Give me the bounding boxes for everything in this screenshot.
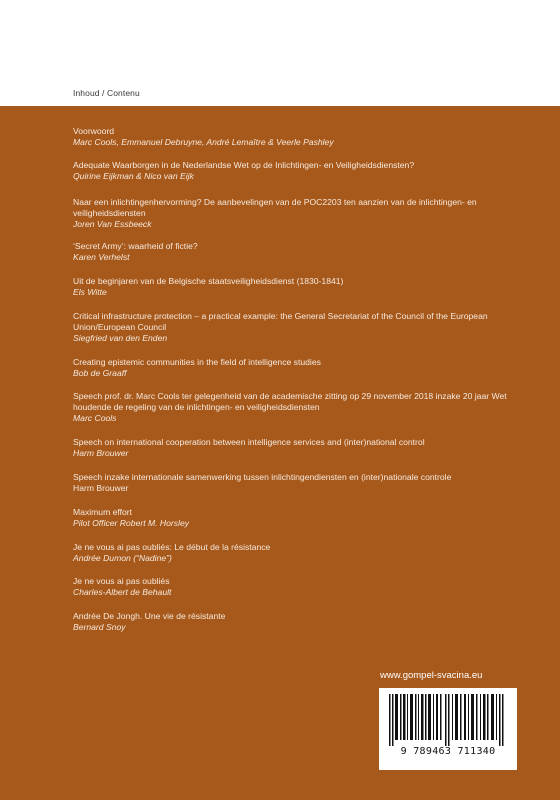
- entry-authors: Siegfried van den Enden: [73, 333, 168, 343]
- entry-title: Adequate Waarborgen in de Nederlandse Wet op de Inlichtingen- en Veiligheidsdiensten?: [73, 160, 415, 170]
- entry-title: Voorwoord: [73, 126, 115, 136]
- toc-entry: [73, 160, 513, 182]
- toc-entry: [73, 611, 513, 633]
- entry-title: Speech inzake internationale samenwerking tussen inlichtingendiensten en (inter)nationale controle: [73, 472, 452, 482]
- entry-title: Andrée De Jongh. Une vie de résistante: [73, 611, 226, 621]
- entry-authors: Charles-Albert de Behault: [73, 587, 172, 597]
- entry-title: ‘Secret Army’: waarheid of fictie?: [73, 241, 198, 251]
- toc-entry: [73, 542, 513, 564]
- entry-authors: Marc Cools: [73, 413, 117, 423]
- toc-entry: [73, 241, 513, 263]
- entry-authors: Bob de Graaff: [73, 368, 127, 378]
- entry-authors: Quirine Eijkman & Nico van Eijk: [73, 171, 194, 181]
- entry-title: Critical infrastructure protection – a practical example: the General Secretariat of the Council of the European Union/European Council: [73, 311, 488, 332]
- barcode-bars: [385, 694, 511, 746]
- toc-entry: [73, 276, 513, 298]
- entry-authors: Bernard Snoy: [73, 622, 126, 632]
- entry-authors: Andrée Dumon (“Nadine”): [73, 553, 172, 563]
- toc-entry: [73, 357, 513, 379]
- entry-title: Naar een inlichtingenhervorming? De aanbevelingen van de POC2203 ten aanzien van de inlichtingen- en veiligheidsdiensten: [73, 197, 477, 218]
- entry-title: Creating epistemic communities in the field of intelligence studies: [73, 357, 321, 367]
- entry-title: Je ne vous ai pas oubliés: Le début de la résistance: [73, 542, 271, 552]
- publisher-url[interactable]: www.gompel-svacina.eu: [380, 670, 483, 681]
- entry-title: Uit de beginjaren van de Belgische staatsveiligheidsdienst (1830-1841): [73, 276, 344, 286]
- entry-title: Maximum effort: [73, 507, 133, 517]
- top-band: [0, 0, 560, 106]
- entry-authors: Pilot Officer Robert M. Horsley: [73, 518, 190, 528]
- toc-entry: [73, 437, 513, 459]
- toc-entry: [73, 472, 513, 494]
- entry-title: Speech prof. dr. Marc Cools ter gelegenheid van de academische zitting op 29 november 2018 inzake 20 jaar Wet houdende de regeling van de inlichtingen- en veiligheidsdiensten: [73, 391, 507, 412]
- toc-entry: [73, 507, 513, 529]
- toc-entry: [73, 576, 513, 598]
- entry-title: Je ne vous ai pas oubliés: [73, 576, 170, 586]
- isbn-number: 9 789463 711340: [400, 746, 496, 757]
- toc-entry: [73, 126, 513, 148]
- entry-authors: Els Witte: [73, 287, 107, 297]
- entry-authors: Harm Brouwer: [73, 483, 129, 493]
- isbn-barcode: [379, 688, 517, 770]
- contents-heading: Inhoud / Contenu: [73, 88, 140, 98]
- entry-title: Speech on international cooperation between intelligence services and (inter)national control: [73, 437, 425, 447]
- toc-entry: [73, 197, 513, 230]
- entry-authors: Joren Van Essbeeck: [73, 219, 152, 229]
- toc-entry: [73, 391, 513, 424]
- entry-authors: Marc Cools, Emmanuel Debruyne, André Lemaître & Veerle Pashley: [73, 137, 334, 147]
- entry-authors: Harm Brouwer: [73, 448, 129, 458]
- toc-entry: [73, 311, 513, 344]
- entry-authors: Karen Verhelst: [73, 252, 130, 262]
